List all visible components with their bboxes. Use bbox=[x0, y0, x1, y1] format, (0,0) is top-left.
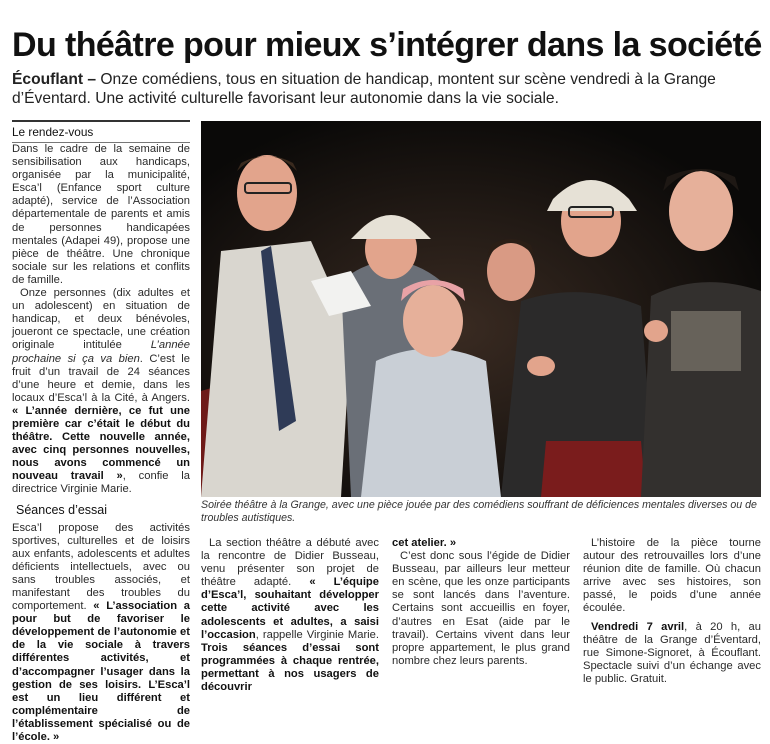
lede-text: Onze comédiens, tous en situation de handicap, montent sur scène vendredi à la Grange d’Éventard. Une activité culturelle favorisant leur autonomie dans la vie sociale. bbox=[12, 71, 716, 107]
photo-caption: Soirée théâtre à la Grange, avec une pièce jouée par des comédiens souffrant de déficiences mentales diverses ou de troubles autistiques. bbox=[201, 499, 757, 524]
lede-place: Écouflant – bbox=[12, 71, 97, 88]
col3-quote-continued: cet atelier. » bbox=[392, 537, 457, 549]
column-2 bbox=[201, 537, 379, 694]
lede bbox=[12, 70, 760, 108]
association-quote: « L’association a pour but de favoriser le développement de l’autonomie et de la vie sociale à travers différentes activités, et d’accompagner l’usager dans la gestion de ses loisirs. L’Esca’l est un lieu différent et complémentaire de l’établissement spécialisé ou de l’école. » bbox=[12, 600, 190, 744]
event-date: Vendredi 7 avril bbox=[591, 620, 685, 633]
headline: Du théâtre pour mieux s’intégrer dans la société bbox=[12, 26, 762, 64]
article-photo bbox=[201, 121, 761, 497]
col4-paragraph-1: L’histoire de la pièce tourne autour des retrouvailles lors d’une réunion dite de famille. Où chacun arrive avec ses histoires, son passé, le poids d’une année écoulée. bbox=[583, 537, 761, 615]
play-title: L’année prochaine si ça va bien bbox=[12, 339, 190, 365]
team-quote: « L’équipe d’Esca’l, souhaitant développer cette activité avec les adolescents et adultes, a saisi l’occasion bbox=[201, 576, 379, 641]
director-quote: « L’année dernière, ce fut une première car c’était le début du théâtre. Cette nouvelle année, avec cinq personnes nouvelles, nous avons commencé un nouveau travail » bbox=[12, 404, 190, 483]
box-title bbox=[12, 120, 190, 143]
col1-paragraph-1: Dans le cadre de la semaine de sensibilisation aux handicaps, organisée par la municipalité, Esca’l (Enfance sport culture adapté), service de l’Association départementale de parents et amis de personnes handicapées mentales (Adapei 49), propose une pièce de théâtre. Une chronique sociale sur les relations et conflits de famille. bbox=[12, 143, 190, 286]
col2-paragraph-1: La section théâtre a débuté avec la rencontre de Didier Busseau, venu présenter son projet de théâtre adapté. « L’équipe d’Esca’l, souhaitant développer cette activité avec les adolescents et adultes, a saisi l’occasion, rappelle Virginie Marie. Trois séances d’essai sont programmées à chaque rentrée, permettant à nos usagers de découvrir bbox=[201, 537, 379, 694]
column-3 bbox=[392, 537, 570, 668]
column-1 bbox=[12, 143, 190, 744]
subhead-seances: Séances d’essai bbox=[16, 502, 108, 517]
col1-paragraph-3: Esca’l propose des activités sportives, culturelles et de loisirs aux enfants, adolescents et adultes déficients intellectuels, avec ou sans troubles associés, et manifestant des troubles du comportement. « L’association a pour but de favoriser le développement de l’autonomie et de la vie sociale à travers différentes activités, et d’accompagner l’usager dans la gestion de ses loisirs. L’Esca’l est un lieu différent et complémentaire de l’établissement spécialisé ou de l’école. » bbox=[12, 521, 190, 744]
col1-paragraph-2: Onze personnes (dix adultes et un adolescent) en situation de handicap, et deux bénévoles, joueront ce spectacle, une création originale intitulée L’année prochaine si ça va bien. C’est le fruit d’un travail de 24 séances d’une heure et demie, dans les locaux d’Esca’l à la Cité, à Angers. « L’année dernière, ce fut une première car c’était le début du théâtre. Cette nouvelle année, avec cinq personnes nouvelles, nous avons commencé un nouveau travail », confie la directrice Virginie Marie. bbox=[12, 287, 191, 496]
col4-paragraph-2: Vendredi 7 avril, à 20 h, au théâtre de la Grange d’Éventard, rue Simone-Signoret, à Écouflant. Spectacle suivi d’un échange avec le public. Gratuit. bbox=[583, 620, 761, 685]
box-title-text: Le rendez-vous bbox=[12, 125, 94, 139]
trial-quote: Trois séances d’essai sont programmées à chaque rentrée, permettant à nos usagers de découvrir bbox=[201, 641, 379, 694]
column-4 bbox=[583, 537, 761, 686]
theatre-photo-illustration bbox=[201, 121, 761, 497]
col3-paragraph-1: C’est donc sous l’égide de Didier Busseau, par ailleurs leur metteur en scène, que les onze participants se sont lancés dans l’aventure. Certains sont accueillis en foyer, d’autres en Esat (aide par le travail). Certains vivent dans leur propre appartement, le plus grand nombre chez leurs parents. bbox=[392, 550, 570, 667]
